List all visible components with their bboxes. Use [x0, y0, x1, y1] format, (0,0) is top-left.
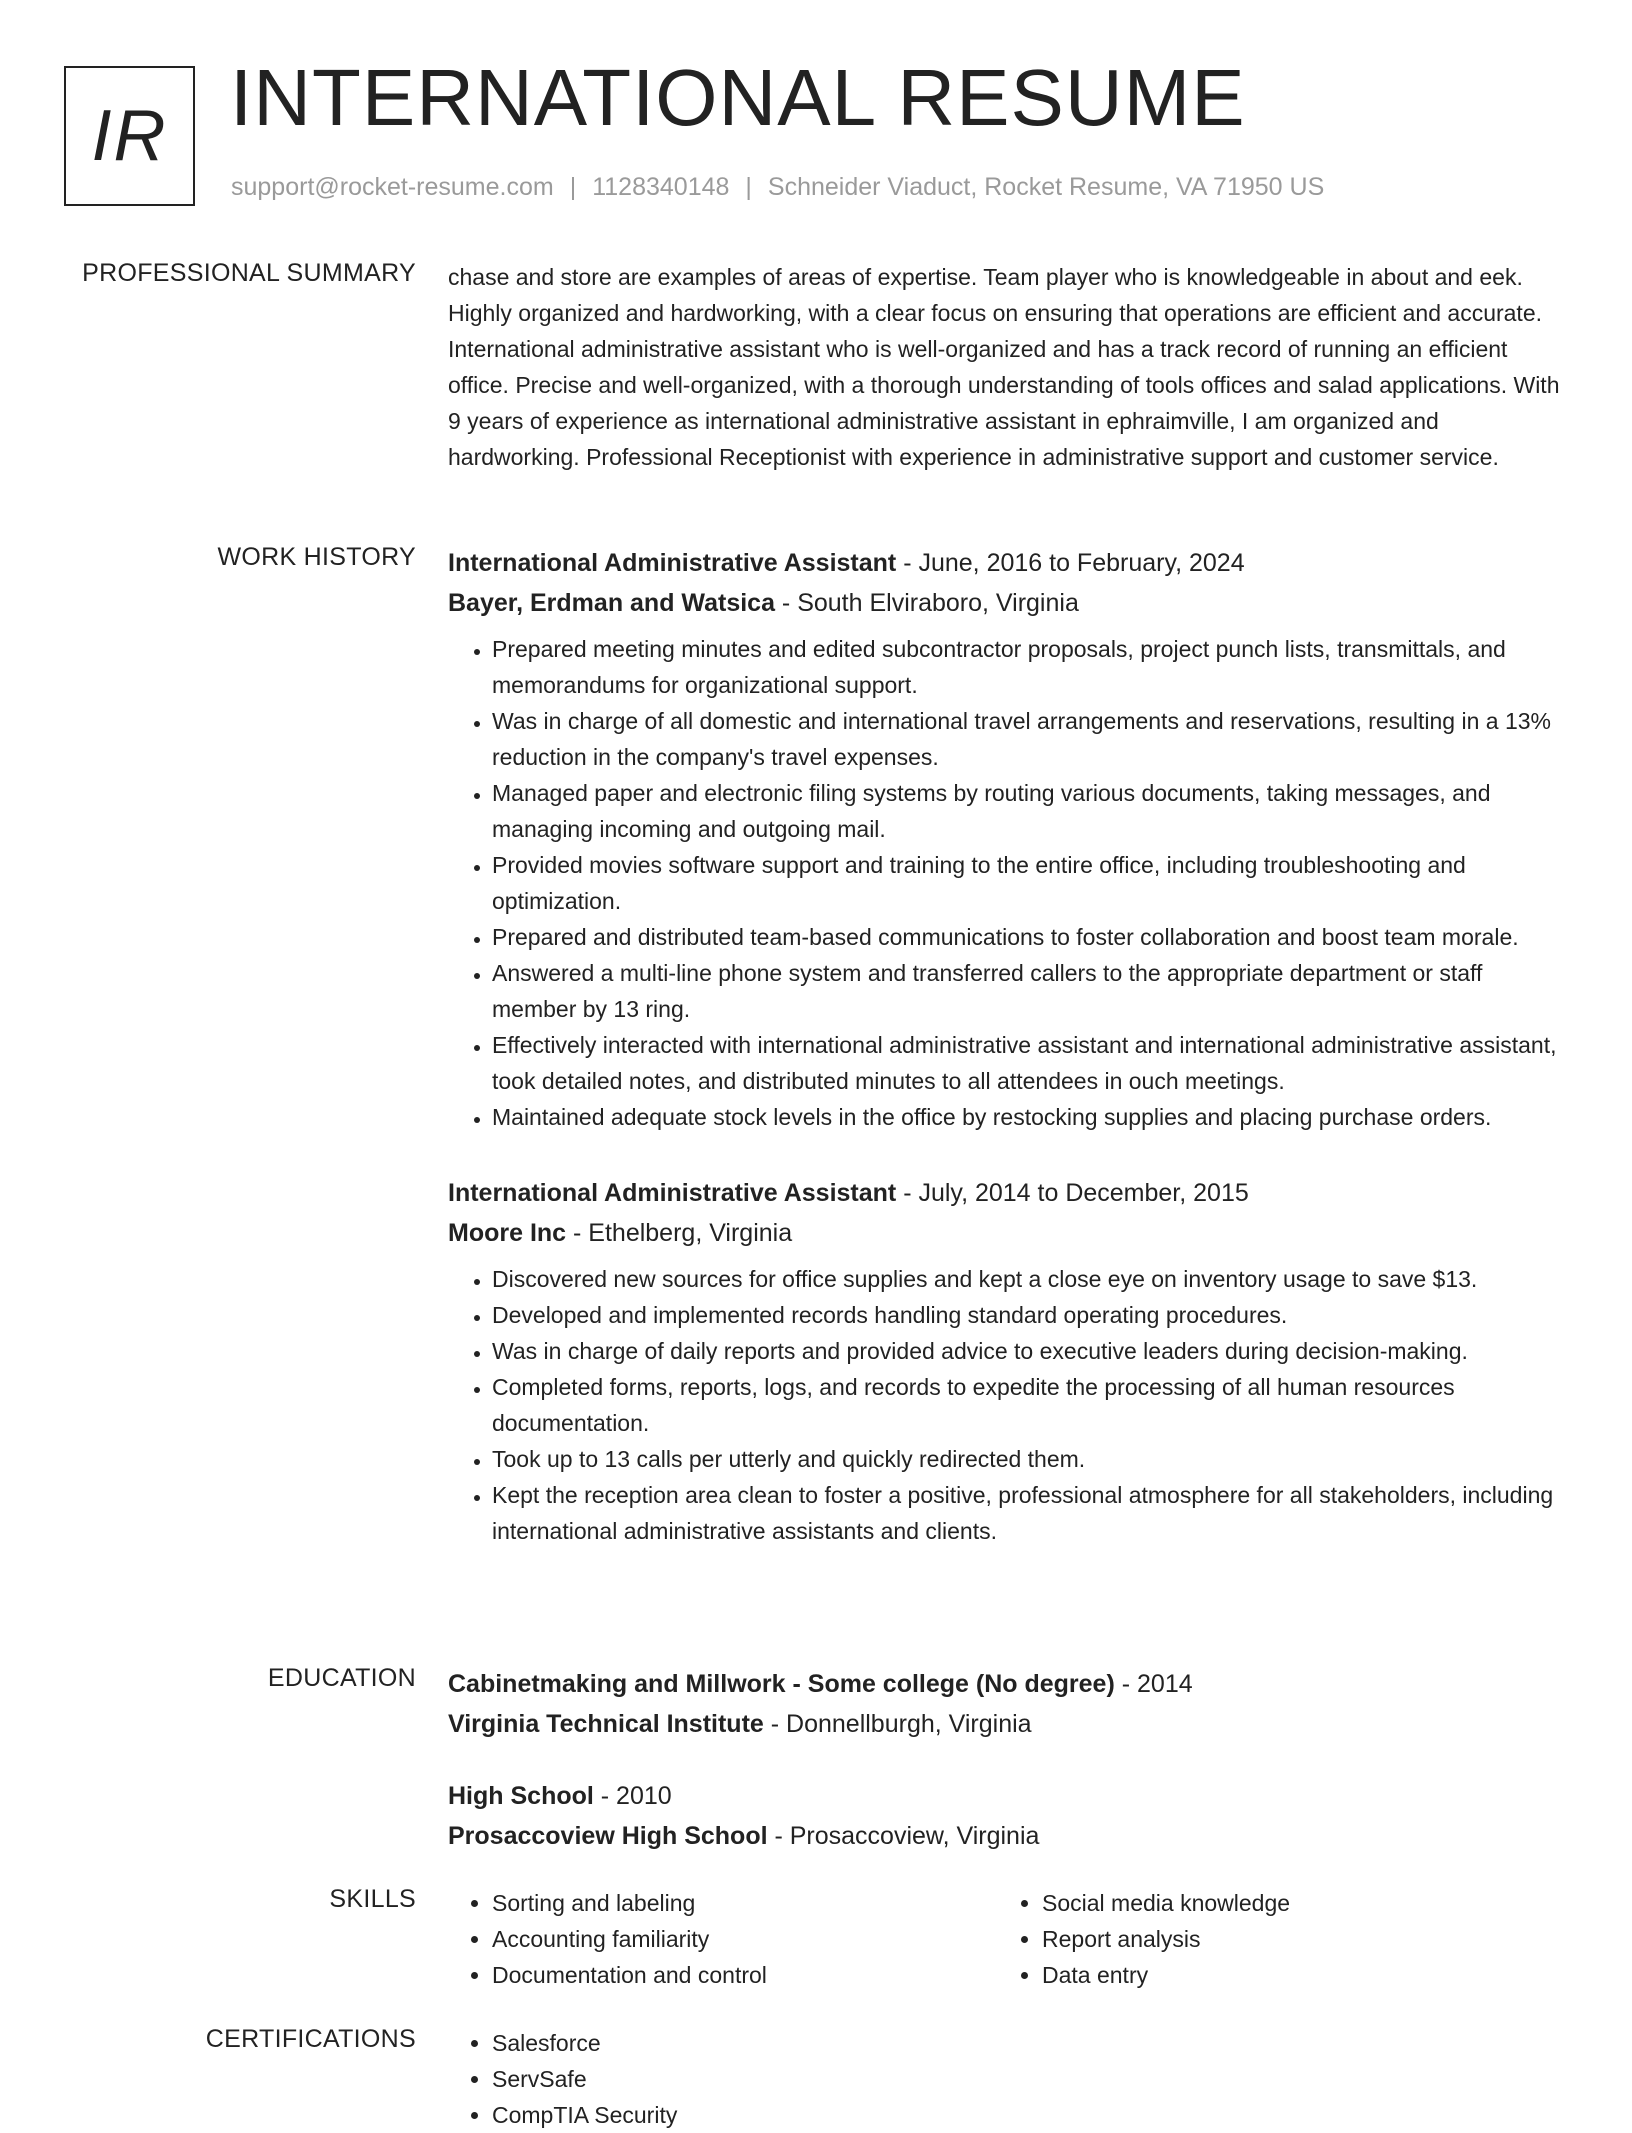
education-location: - Prosaccoview, Virginia — [767, 1822, 1040, 1850]
job-location: - Ethelberg, Virginia — [566, 1219, 793, 1247]
certifications-body — [448, 2025, 1564, 2133]
job-bullets — [448, 631, 1564, 1135]
certifications-list — [448, 2025, 1564, 2133]
section-label-certifications: CERTIFICATIONS — [205, 2025, 416, 2053]
education-entry — [448, 1776, 1564, 1856]
skill-item: • Report analysis — [1042, 1921, 1548, 1957]
certification-item: • CompTIA Security — [492, 2097, 1564, 2133]
skills-columns — [448, 1885, 1564, 1993]
education-degree-line — [448, 1776, 1564, 1816]
education-degree: Cabinetmaking and Millwork - Some college (No degree) — [448, 1670, 1115, 1698]
job-entry — [448, 1173, 1564, 1549]
job-bullet: • Prepared and distributed team-based communications to foster collaboration and boost team morale. — [492, 919, 1564, 955]
section-label-summary: PROFESSIONAL SUMMARY — [82, 259, 416, 287]
contact-address: Schneider Viaduct, Rocket Resume, VA 71950 US — [767, 173, 1325, 201]
job-company-line — [448, 583, 1564, 623]
skill-item: • Social media knowledge — [1042, 1885, 1548, 1921]
certification-item: • Salesforce — [492, 2025, 1564, 2061]
job-bullet: • Maintained adequate stock levels in the office by restocking supplies and placing purchase orders. — [492, 1099, 1564, 1135]
job-title: International Administrative Assistant — [448, 1179, 897, 1207]
work-history-body — [448, 543, 1564, 1587]
contact-line — [231, 173, 1324, 202]
job-bullet: • Was in charge of all domestic and international travel arrangements and reservations, resulting in a 13% reduction in the company's travel expenses. — [492, 703, 1564, 775]
job-entry — [448, 543, 1564, 1135]
education-school-line — [448, 1816, 1564, 1856]
job-dates: - July, 2014 to December, 2015 — [896, 1179, 1249, 1207]
job-bullet: • Was in charge of daily reports and provided advice to executive leaders during decision-making. — [492, 1333, 1564, 1369]
job-title-line — [448, 1173, 1564, 1213]
skill-item: • Documentation and control — [492, 1957, 998, 1993]
job-title-line — [448, 543, 1564, 583]
summary-body — [448, 259, 1564, 475]
job-bullet: • Completed forms, reports, logs, and records to expedite the processing of all human resources documentation. — [492, 1369, 1564, 1441]
education-location: - Donnellburgh, Virginia — [763, 1710, 1032, 1738]
job-title: International Administrative Assistant — [448, 549, 897, 577]
job-bullets — [448, 1261, 1564, 1549]
contact-email[interactable]: support@rocket-resume.com — [231, 173, 554, 201]
section-label-skills: SKILLS — [329, 1885, 416, 1913]
skill-item: • Sorting and labeling — [492, 1885, 998, 1921]
job-dates: - June, 2016 to February, 2024 — [896, 549, 1245, 577]
skills-body — [448, 1885, 1564, 1993]
job-bullet: • Developed and implemented records handling standard operating procedures. — [492, 1297, 1564, 1333]
education-school: Prosaccoview High School — [448, 1822, 768, 1850]
education-degree-line — [448, 1664, 1564, 1704]
job-company: Bayer, Erdman and Watsica — [448, 589, 775, 617]
job-bullet: • Answered a multi-line phone system and transferred callers to the appropriate department or staff member by 13 ring. — [492, 955, 1564, 1027]
education-year: - 2014 — [1114, 1670, 1193, 1698]
education-degree: High School — [448, 1782, 594, 1810]
summary-text: chase and store are examples of areas of expertise. Team player who is knowledgeable in about and eek. Highly organized and hardworking, with a clear focus on ensuring that operations are efficient and accurate. International administrative assistant who is well-organized and has a track record of running an efficient office. Precise and well-organized, with a thorough understanding of tools offices and salad applications. With 9 years of experience as international administrative assistant in ephraimville, I am organized and hardworking. Professional Receptionist with experience in administrative support and customer service. — [448, 264, 1560, 470]
job-bullet: • Provided movies software support and training to the entire office, including troubleshooting and optimization. — [492, 847, 1564, 919]
job-bullet: • Took up to 13 calls per utterly and quickly redirected them. — [492, 1441, 1564, 1477]
job-bullet: • Effectively interacted with international administrative assistant and international administrative assistant, took detailed notes, and distributed minutes to all attendees in ouch meetings. — [492, 1027, 1564, 1099]
job-bullet: • Kept the reception area clean to foster a positive, professional atmosphere for all stakeholders, including international administrative assistants and clients. — [492, 1477, 1564, 1549]
contact-separator: | — [569, 173, 577, 201]
education-year: - 2010 — [593, 1782, 672, 1810]
job-company-line — [448, 1213, 1564, 1253]
resume-title: INTERNATIONAL RESUME — [230, 53, 1246, 142]
section-label-work-history: WORK HISTORY — [217, 543, 416, 571]
certification-item: • ServSafe — [492, 2061, 1564, 2097]
monogram-initials: IR — [91, 96, 168, 176]
contact-separator: | — [745, 173, 752, 201]
skills-list-left — [448, 1885, 998, 1993]
skill-item: • Accounting familiarity — [492, 1921, 998, 1957]
job-location: - South Elviraboro, Virginia — [774, 589, 1079, 617]
job-bullet: • Managed paper and electronic filing systems by routing various documents, taking messages, and managing incoming and outgoing mail. — [492, 775, 1564, 847]
education-school-line — [448, 1704, 1564, 1744]
education-entry — [448, 1664, 1564, 1744]
education-school: Virginia Technical Institute — [448, 1710, 764, 1738]
contact-phone[interactable]: 1128340148 — [592, 173, 730, 201]
job-company: Moore Inc — [448, 1219, 567, 1247]
education-body — [448, 1664, 1564, 1888]
job-bullet: • Discovered new sources for office supplies and kept a close eye on inventory usage to save $13. — [492, 1261, 1564, 1297]
skill-item: • Data entry — [1042, 1957, 1548, 1993]
section-label-education: EDUCATION — [267, 1664, 416, 1692]
skills-list-right — [998, 1885, 1548, 1993]
monogram-badge — [64, 66, 195, 206]
job-bullet: • Prepared meeting minutes and edited subcontractor proposals, project punch lists, transmittals, and memorandums for organizational support. — [492, 631, 1564, 703]
